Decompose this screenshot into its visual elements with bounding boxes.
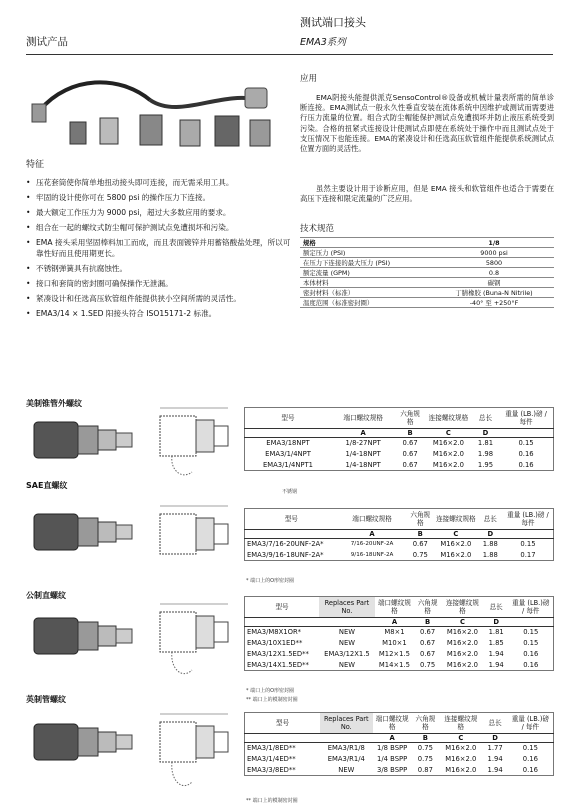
- cell: M8×1: [384, 628, 405, 637]
- table-header-row: [245, 713, 554, 734]
- features-title: 特征: [26, 160, 45, 170]
- feature-item: • 组合在一起的螺纹式防尘帽可保护测试点免遭损坏和污染。: [26, 222, 291, 233]
- cell: 0.67: [402, 450, 418, 458]
- table-row: [245, 550, 554, 561]
- letter-blank: [508, 734, 554, 743]
- cell: M16×2.0: [446, 639, 478, 647]
- cell: 0.67: [402, 439, 418, 448]
- cell-replaces: NEW: [338, 628, 355, 637]
- col-port-thread: 端口螺纹规格: [343, 414, 383, 422]
- specs-row: [300, 268, 554, 278]
- product-photo: [30, 70, 285, 155]
- specs-label: 温度范围（标准密封圈）: [300, 298, 434, 308]
- table-metric: [244, 596, 554, 671]
- cell: 0.75: [417, 744, 433, 753]
- cell: 7/16-20UNF-2A: [350, 541, 394, 548]
- feature-item: • 紧凑设计和任选高压软管组件能提供狭小空间所需的灵活性。: [26, 293, 291, 304]
- cell-model: EMA3/9/16-18UNF-2A*: [247, 550, 324, 559]
- cell-model: EMA3/10X1ED**: [247, 639, 303, 647]
- specs-label: 额定流量 (GPM): [300, 268, 434, 278]
- letter-blank: [499, 429, 553, 438]
- specs-row: [300, 298, 554, 308]
- cell-model: EMA3/M8X1OR*: [247, 628, 302, 637]
- specs-row: [300, 248, 554, 258]
- section-title-npt: 美制锥管外螺纹: [26, 399, 82, 408]
- cell: 1.85: [488, 639, 504, 647]
- cell: M16×2.0: [446, 650, 478, 658]
- letter-b: B: [407, 530, 435, 539]
- cell: 1.94: [487, 765, 503, 774]
- letter-a: A: [331, 429, 395, 438]
- cell: 0.75: [417, 755, 433, 763]
- specs-value: 5800: [434, 258, 554, 268]
- letter-blank: [245, 530, 338, 539]
- table-row: [245, 627, 554, 638]
- header-divider: [26, 54, 553, 55]
- table-row: [245, 460, 554, 471]
- table-header-row: [245, 509, 554, 530]
- table-row: [245, 539, 554, 550]
- cell: 0.16: [518, 460, 534, 469]
- section-title-sae: SAE直螺纹: [26, 481, 68, 490]
- fitting-photo-sae: [30, 508, 140, 558]
- dimension-drawing-sae: [152, 500, 237, 570]
- cell: 0.67: [420, 639, 436, 647]
- cell-replaces: NEW: [338, 765, 355, 774]
- cell: 9/16-18UNF-2A: [350, 551, 394, 558]
- col-weight: 重量 (LB.)磅 / 每件: [512, 599, 550, 615]
- col-replaces: Replaces Part No.: [320, 713, 373, 734]
- letter-blank: [503, 530, 554, 539]
- table-header-row: [245, 597, 554, 618]
- cell-model: EMA3/14X1.5ED**: [247, 660, 309, 669]
- dimension-letters-row: [245, 618, 554, 627]
- cell-model: EMA3/3/8ED**: [247, 765, 296, 774]
- letter-d: D: [484, 618, 509, 627]
- col-model: 型号: [275, 603, 289, 611]
- table-row: [245, 449, 554, 460]
- table-header-row: [245, 408, 554, 429]
- feature-item: • EMA 接头采用坚固棒料加工而成，而且表面镀锌并用蓄铬酸盐处理，所以可靠性好而且使用期更长。: [26, 237, 291, 260]
- feature-item: • 接口和套筒的密封圈可确保操作无泄漏。: [26, 278, 291, 289]
- letter-blank: [245, 618, 320, 627]
- cell: M16×2.0: [432, 450, 464, 458]
- note-metric-1: * 端口上的O形密封圈: [246, 688, 295, 694]
- cell: M12×1.5: [378, 650, 410, 658]
- cell: 0.15: [522, 744, 538, 753]
- cell: 0.15: [523, 628, 539, 637]
- application-paragraph-2: 虽然主要设计用于诊断应用，但是 EMA 接头和软管组件也适合于需要在高压下连接和限定流量的广泛应用。: [300, 184, 554, 204]
- cell-replaces: EMA3/12X1.5: [324, 650, 370, 658]
- letter-b: B: [414, 618, 441, 627]
- cell: 1.94: [488, 650, 504, 658]
- dimension-drawing-metric: [152, 596, 237, 686]
- letter-a: A: [338, 530, 407, 539]
- specs-value: 0.8: [434, 268, 554, 278]
- cell: 1/4-18NPT: [345, 450, 381, 458]
- section-title-metric: 公制直螺纹: [26, 591, 66, 600]
- cell: 1/8 BSPP: [377, 744, 408, 753]
- cell: 0.16: [523, 660, 539, 669]
- col-replaces: Replaces Part No.: [319, 597, 375, 618]
- letter-blank: [319, 618, 375, 627]
- fitting-photo-metric: [30, 610, 140, 662]
- cell-replaces: EMA3/R1/4: [327, 755, 365, 763]
- specs-row: [300, 258, 554, 268]
- table-sae: [244, 508, 554, 561]
- cell: 0.67: [412, 540, 428, 549]
- cell: 1.81: [477, 439, 494, 448]
- letter-blank: [245, 429, 332, 438]
- letter-d: D: [478, 530, 503, 539]
- cell: 1.98: [477, 450, 494, 458]
- feature-item: • 最大额定工作压力为 9000 psi，超过大多数应用的要求。: [26, 207, 291, 218]
- cell: M16×2.0: [440, 540, 472, 549]
- cell-model: EMA3/12X1.5ED**: [247, 650, 309, 658]
- cell: 1/4-18NPT: [345, 460, 381, 469]
- dimension-letters-row: [245, 734, 554, 743]
- col-port-thread: 端口螺纹规格: [377, 599, 411, 615]
- fitting-photo-npt: [30, 410, 140, 470]
- dimension-letters-row: [245, 530, 554, 539]
- col-conn-thread: 连接螺纹规格: [445, 599, 479, 615]
- col-weight: 重量 (LB.)磅 / 每件: [505, 410, 547, 426]
- specs-label: 在压力下连接的最大压力 (PSI): [300, 258, 434, 268]
- cell-model: EMA3/18NPT: [266, 439, 310, 448]
- col-conn-thread: 连接螺纹规格: [428, 414, 469, 422]
- cell-model: EMA3/7/16-20UNF-2A*: [247, 540, 324, 549]
- col-port-thread: 端口螺纹规格: [375, 715, 409, 731]
- cell: 1.94: [487, 755, 503, 763]
- col-length: 总长: [483, 515, 497, 523]
- cell: 0.67: [402, 460, 418, 469]
- specs-value: -40° 至 +250°F: [434, 298, 554, 308]
- specs-label: 本体材料: [300, 278, 434, 288]
- feature-item: • 牢固的设计使你可在 5800 psi 的操作压力下连接。: [26, 192, 291, 203]
- note-sae: * 端口上的O形密封圈: [246, 578, 295, 584]
- col-length: 总长: [488, 719, 502, 727]
- letter-c: C: [439, 734, 482, 743]
- table-row: [245, 438, 554, 449]
- feature-item: • EMA3/14 × 1.SED 阳接头符合 ISO15171-2 标准。: [26, 308, 291, 319]
- cell: 0.67: [420, 650, 436, 658]
- table-row: [245, 660, 554, 671]
- cell: 0.15: [520, 540, 536, 549]
- letter-b: B: [412, 734, 439, 743]
- col-hex: 六角规格: [417, 599, 438, 615]
- specs-row: [300, 288, 554, 298]
- cell: 0.87: [417, 765, 433, 774]
- note-npt: 不锈钢: [282, 489, 298, 495]
- col-model: 型号: [284, 515, 298, 523]
- col-hex: 六角规格: [415, 715, 436, 731]
- specs-value: 9000 psi: [434, 248, 554, 258]
- cell-replaces: NEW: [338, 639, 355, 647]
- specs-row: [300, 278, 554, 288]
- cell-model: EMA3/1/4ED**: [247, 755, 296, 763]
- cell-model: EMA3/1/4NPT1: [262, 460, 314, 469]
- letter-d: D: [483, 734, 508, 743]
- cell: 0.75: [412, 550, 428, 559]
- fitting-photo-bspp: [30, 716, 140, 768]
- col-port-thread: 端口螺纹规格: [352, 515, 392, 523]
- page-subtitle: EMA3系列: [300, 37, 346, 48]
- cell: M16×2.0: [432, 460, 464, 469]
- section-title-bspp: 英制管螺纹: [26, 695, 66, 704]
- col-conn-thread: 连接螺纹规格: [444, 715, 478, 731]
- col-conn-thread: 连接螺纹规格: [436, 515, 476, 523]
- letter-blank: [245, 734, 320, 743]
- col-length: 总长: [489, 603, 503, 611]
- cell: 1.77: [487, 744, 503, 753]
- col-hex: 六角规格: [410, 511, 431, 527]
- application-title: 应用: [300, 74, 318, 84]
- col-hex: 六角规格: [400, 410, 420, 426]
- col-model: 型号: [281, 414, 295, 422]
- specs-label: 密封材料（标准）: [300, 288, 434, 298]
- letter-c: C: [425, 429, 472, 438]
- cell: M14×1.5: [378, 660, 410, 669]
- cell: 3/8 BSPP: [377, 765, 408, 774]
- specs-value: 碳钢: [434, 278, 554, 288]
- dimension-drawing-npt: [152, 400, 237, 486]
- features-list: [26, 177, 291, 323]
- cell: 1.81: [488, 628, 504, 637]
- table-npt: [244, 407, 554, 471]
- table-row: [245, 765, 554, 776]
- cell: 0.16: [518, 450, 534, 458]
- col-length: 总长: [478, 414, 493, 422]
- specs-value: 1/8: [434, 238, 554, 248]
- specs-label: 额定压力 (PSI): [300, 248, 434, 258]
- specs-row: [300, 238, 554, 248]
- cell: M16×2.0: [445, 744, 477, 753]
- cell: 0.16: [523, 650, 539, 658]
- cell: 0.15: [523, 639, 539, 647]
- cell-replaces: EMA3/R1/8: [327, 744, 365, 753]
- col-model: 型号: [275, 719, 290, 727]
- cell: 0.67: [420, 628, 436, 637]
- letter-blank: [320, 734, 373, 743]
- letter-c: C: [434, 530, 478, 539]
- feature-item: • 压花套筒使你简单地扭动接头即可连接，而无需采用工具。: [26, 177, 291, 188]
- cell: 0.16: [522, 765, 538, 774]
- dimension-letters-row: [245, 429, 554, 438]
- cell: 1.88: [482, 550, 498, 559]
- letter-a: A: [373, 734, 412, 743]
- letter-d: D: [472, 429, 499, 438]
- cell: M16×2.0: [440, 550, 472, 559]
- table-row: [245, 649, 554, 660]
- cell: M10×1: [382, 639, 407, 647]
- note-metric-2: ** 端口上的模制密封圈: [246, 697, 298, 703]
- feature-item: • 不锈钢弹簧具有抗腐蚀性。: [26, 263, 291, 274]
- table-row: [245, 743, 554, 754]
- letter-c: C: [441, 618, 484, 627]
- cell: M16×2.0: [445, 765, 477, 774]
- specs-label: 规格: [300, 238, 434, 248]
- specs-value: 丁腈橡胶 (Buna-N Nitrile): [434, 288, 554, 298]
- application-paragraph-1: EMA阴接头能提供派克SensoControl®设备或机械计量表所需的简单诊断连接。EMA测试点一般永久性垂直安装在流体系统中因维护或测试而需要进行压力流量的位置。组合式防尘帽能保护测试点免遭损坏并防止液压系统受到污染。合格的扭紧式连接设计使测试点即使在系统处于操作中而且测试点处于支压情况下也能连接。EMA的紧凑设计和任选高压软管组件能提供系统测试点位置方面的灵活性。: [300, 93, 554, 154]
- cell: 1/8-27NPT: [345, 439, 381, 448]
- letter-a: A: [375, 618, 414, 627]
- cell: 1/4 BSPP: [377, 755, 408, 763]
- cell: 1.88: [482, 540, 498, 549]
- specs-table: [300, 237, 554, 308]
- cell: 0.17: [520, 550, 536, 559]
- cell: M16×2.0: [446, 628, 478, 637]
- cell: 0.15: [518, 439, 534, 448]
- table-row: [245, 754, 554, 765]
- cell: M16×2.0: [432, 439, 464, 448]
- cell: 0.16: [522, 755, 538, 763]
- letter-blank: [509, 618, 554, 627]
- table-bspp: [244, 712, 554, 776]
- cell: 1.95: [477, 460, 494, 469]
- dimension-drawing-bspp: [152, 706, 237, 798]
- page-title: 测试端口接头: [300, 16, 366, 29]
- cell: 1.94: [488, 660, 504, 669]
- cell: 0.75: [420, 660, 436, 669]
- table-row: [245, 638, 554, 649]
- cell: M16×2.0: [446, 660, 478, 669]
- header-category: 测试产品: [26, 36, 68, 48]
- cell-model: EMA3/1/4NPT: [265, 450, 311, 458]
- specs-title: 技术规范: [300, 224, 335, 234]
- letter-b: B: [395, 429, 425, 438]
- col-weight: 重量 (LB.)磅 / 每件: [507, 511, 549, 527]
- cell-replaces: NEW: [338, 660, 355, 669]
- cell: M16×2.0: [445, 755, 477, 763]
- note-bspp: ** 端口上的模制密封圈: [246, 798, 298, 804]
- col-weight: 重量 (LB.)磅 / 每件: [511, 715, 550, 731]
- cell-model: EMA3/1/8ED**: [247, 744, 296, 753]
